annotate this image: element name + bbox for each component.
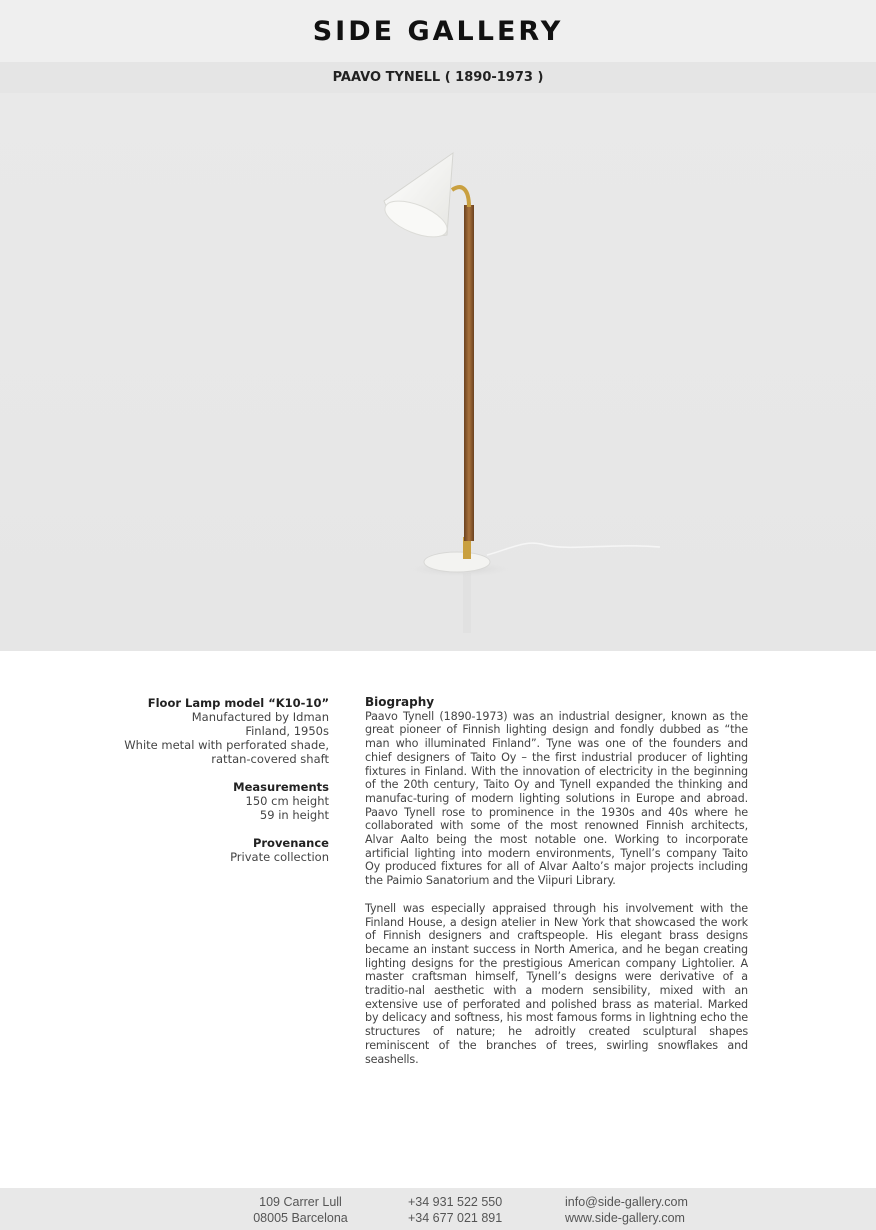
designer-title: PAAVO TYNELL ( 1890-1973 ) <box>0 62 876 93</box>
provenance-value: Private collection <box>230 850 329 864</box>
footer-address <box>253 1194 348 1226</box>
measurement-in: 59 in height <box>259 808 329 822</box>
detail-line: Manufactured by Idman <box>191 710 329 724</box>
footer-contact <box>565 1194 688 1226</box>
biography-paragraph: Paavo Tynell (1890-1973) was an industrial designer, known as the great pioneer of Finnish lighting design and fondly dubbed as “the man who illuminated Finland”. Tyne was one of the founders and chief designers of Taito Oy – the first industrial producer of lighting fixtures in Finland. With the innovation of electricity in the beginning of the 20th century, Taito Oy and Tynell expanded the thinking and manufac-turing of modern lighting solutions in Europe and abroad. Paavo Tynell rose to prominence in the 1930s and 40s where he collaborated with some of the most renowned Finnish architects, Alvar Aalto being the most notable one. Working to incorporate artificial lighting into modern environments, Tynell’s company Taito Oy produced fixtures for all of Alvar Aalto’s major projects including the Paimio Sanatorium and the Viipuri Library. <box>365 709 748 888</box>
brand-title: SIDE GALLERY <box>312 16 564 47</box>
email-link[interactable]: info@side-gallery.com <box>565 1195 688 1209</box>
measurements-heading: Measurements <box>233 780 329 794</box>
biography-heading: Biography <box>365 695 435 709</box>
detail-line: rattan-covered shaft <box>211 752 329 766</box>
phone-primary: +34 931 522 550 <box>408 1195 503 1209</box>
floor-lamp-illustration <box>0 93 876 651</box>
website-link[interactable]: www.side-gallery.com <box>565 1211 685 1225</box>
page-header <box>0 0 876 62</box>
phone-secondary: +34 677 021 891 <box>408 1211 503 1225</box>
biography-section <box>365 696 748 1080</box>
address-city: 08005 Barcelona <box>253 1211 348 1225</box>
power-cable <box>487 543 660 555</box>
product-photo <box>0 93 876 651</box>
provenance-heading: Provenance <box>252 836 329 850</box>
detail-line: Finland, 1950s <box>245 724 329 738</box>
brass-neck <box>452 187 469 207</box>
measurement-cm: 150 cm height <box>245 794 329 808</box>
biography-paragraph: Tynell was especially appraised through his involvement with the Finland House, a design atelier in New York that showcased the work of Finnish designers and craftspeople. His elegant brass designs became an instant success in North America, and he began creating lighting designs for the prestigious American company Lightolier. A master craftsman himself, Tynell’s designs were derivative of a traditio-nal aesthetic with a modern sensibility, mixed with an extensive use of perforated and polished brass as material. Marked by delicacy and softness, his most famous forms in lightning echo the structures of nature; he adroitly created sculptural shapes reminiscent of the branches of trees, swirling snowflakes and seashells. <box>365 901 748 1066</box>
detail-line: White metal with perforated shade, <box>124 738 329 752</box>
product-details <box>100 696 329 878</box>
rattan-shaft <box>464 205 474 541</box>
lamp-base <box>424 552 490 572</box>
address-street: 109 Carrer Lull <box>259 1195 342 1209</box>
pole-reflection <box>463 573 471 633</box>
page-footer <box>0 1188 876 1230</box>
product-title: Floor Lamp model “K10-10” <box>147 696 329 710</box>
footer-phones <box>408 1194 502 1226</box>
